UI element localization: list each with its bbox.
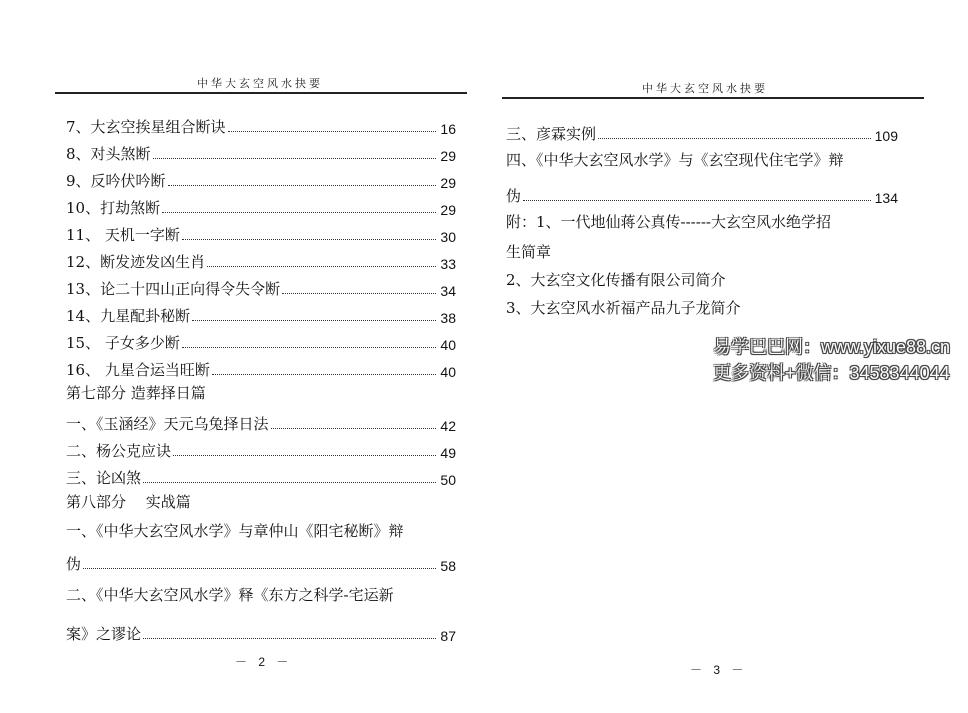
toc-entry — [66, 137, 456, 164]
toc-entry — [66, 461, 456, 488]
running-head: 中华大玄空风水抉要 — [197, 77, 323, 90]
toc-page-number: 49 — [440, 445, 456, 461]
dot-leader — [173, 455, 436, 456]
dot-leader — [212, 374, 437, 375]
toc-page-number: 29 — [440, 202, 456, 218]
dot-leader — [207, 266, 436, 267]
toc-entry-label: 13、论二十四山正向得令失令断 — [66, 280, 281, 298]
toc-entry — [66, 110, 456, 137]
toc-entry-label: 8、对头煞断 — [66, 145, 151, 163]
toc-entry — [66, 546, 456, 574]
dot-leader — [598, 138, 871, 139]
toc-entry — [66, 434, 456, 461]
toc-entry-label: 12、断发迹发凶生肖 — [66, 253, 206, 271]
header-rule — [55, 92, 467, 94]
dot-leader — [83, 568, 436, 569]
toc-entry — [66, 164, 456, 191]
toc-entry-label: 伪 — [66, 555, 82, 573]
toc-page-number: 134 — [874, 190, 898, 206]
toc-entry — [66, 272, 456, 299]
toc-entry — [66, 218, 456, 245]
toc-entry-label: 16、 九星合运当旺断 — [66, 361, 210, 379]
toc-entry — [66, 326, 456, 353]
toc-page-number: 40 — [440, 364, 456, 380]
toc-entry — [66, 191, 456, 218]
toc-entry-label: 11、 天机一字断 — [66, 226, 180, 244]
dot-leader — [153, 158, 437, 159]
dot-leader — [143, 482, 436, 483]
toc-page-number: 109 — [874, 128, 898, 144]
section-heading-part8: 第八部分 实战篇 — [66, 493, 191, 511]
appendix-entry: 2、大玄空文化传播有限公司简介 — [506, 271, 726, 289]
toc-page-number: 29 — [440, 175, 456, 191]
toc-entry — [506, 116, 898, 144]
toc-entry-label: 9、反吟伏吟断 — [66, 172, 166, 190]
toc-entry-label: 一、《玉涵经》天元乌兔择日法 — [66, 415, 269, 433]
left-page — [0, 0, 480, 713]
toc-entry-label: 15、 子女多少断 — [66, 334, 180, 352]
toc-page-number: 34 — [440, 283, 456, 299]
appendix-entry-line: 附：1、一代地仙蒋公真传------大玄空风水绝学招 — [506, 213, 831, 231]
toc-entry — [66, 407, 456, 434]
toc-page-number: 38 — [440, 310, 456, 326]
dot-leader — [228, 131, 437, 132]
toc-entry-label: 二、杨公克应诀 — [66, 442, 172, 460]
toc-page-number: 87 — [440, 628, 456, 644]
section-heading-part7: 第七部分 造葬择日篇 — [66, 384, 206, 402]
toc-page-number: 16 — [440, 121, 456, 137]
toc-entry-wrapped-line: 四、《中华大玄空风水学》与《玄空现代住宅学》辩 — [506, 151, 844, 169]
dot-leader — [162, 212, 436, 213]
toc-entry-label: 三、彦霖实例 — [506, 125, 597, 143]
toc-entry-wrapped-line: 一、《中华大玄空风水学》与章仲山《阳宅秘断》辩 — [66, 522, 404, 540]
toc-entry-label: 三、论凶煞 — [66, 469, 142, 487]
dot-leader — [271, 428, 437, 429]
toc-page-number: 33 — [440, 256, 456, 272]
page-number-footer: － 2 － — [235, 655, 293, 669]
table-of-contents — [66, 110, 456, 644]
appendix-entry: 3、大玄空风水祈福产品九子龙简介 — [506, 299, 741, 317]
toc-entry-list-part7 — [66, 407, 456, 488]
header-rule — [502, 97, 924, 99]
toc-page-number: 42 — [440, 418, 456, 434]
appendix-entry-line: 生简章 — [506, 243, 552, 261]
dot-leader — [192, 320, 436, 321]
dot-leader — [168, 185, 437, 186]
toc-entry-label: 7、大玄空挨星组合断诀 — [66, 118, 226, 136]
dot-leader — [182, 347, 437, 348]
toc-entry-label: 10、打劫煞断 — [66, 199, 161, 217]
dot-leader — [182, 239, 437, 240]
toc-entry-label: 案》之谬论 — [66, 625, 142, 643]
toc-entry — [506, 176, 898, 206]
toc-entry-wrapped-line: 二、《中华大玄空风水学》释《东方之科学-宅运新 — [66, 586, 394, 604]
toc-page-number: 30 — [440, 229, 456, 245]
dot-leader — [523, 200, 871, 201]
toc-entry — [66, 299, 456, 326]
toc-page-number: 40 — [440, 337, 456, 353]
toc-entry-list — [66, 110, 456, 380]
dot-leader — [282, 293, 436, 294]
toc-entry-label: 伪 — [506, 187, 522, 205]
toc-entry-label: 14、九星配卦秘断 — [66, 307, 191, 325]
page-number-footer: － 3 － — [690, 663, 748, 677]
toc-entry — [66, 353, 456, 380]
watermark-contact: 更多资料+微信：3458344044 — [713, 363, 950, 383]
toc-entry — [66, 612, 456, 644]
toc-page-number: 50 — [440, 472, 456, 488]
toc-page-number: 58 — [440, 558, 456, 574]
toc-entry — [66, 245, 456, 272]
watermark-website: 易学巴巴网：www.yixue88.cn — [713, 337, 951, 357]
table-of-contents — [506, 116, 898, 322]
running-head: 中华大玄空风水抉要 — [642, 82, 768, 95]
dot-leader — [143, 638, 436, 639]
toc-page-number: 29 — [440, 148, 456, 164]
